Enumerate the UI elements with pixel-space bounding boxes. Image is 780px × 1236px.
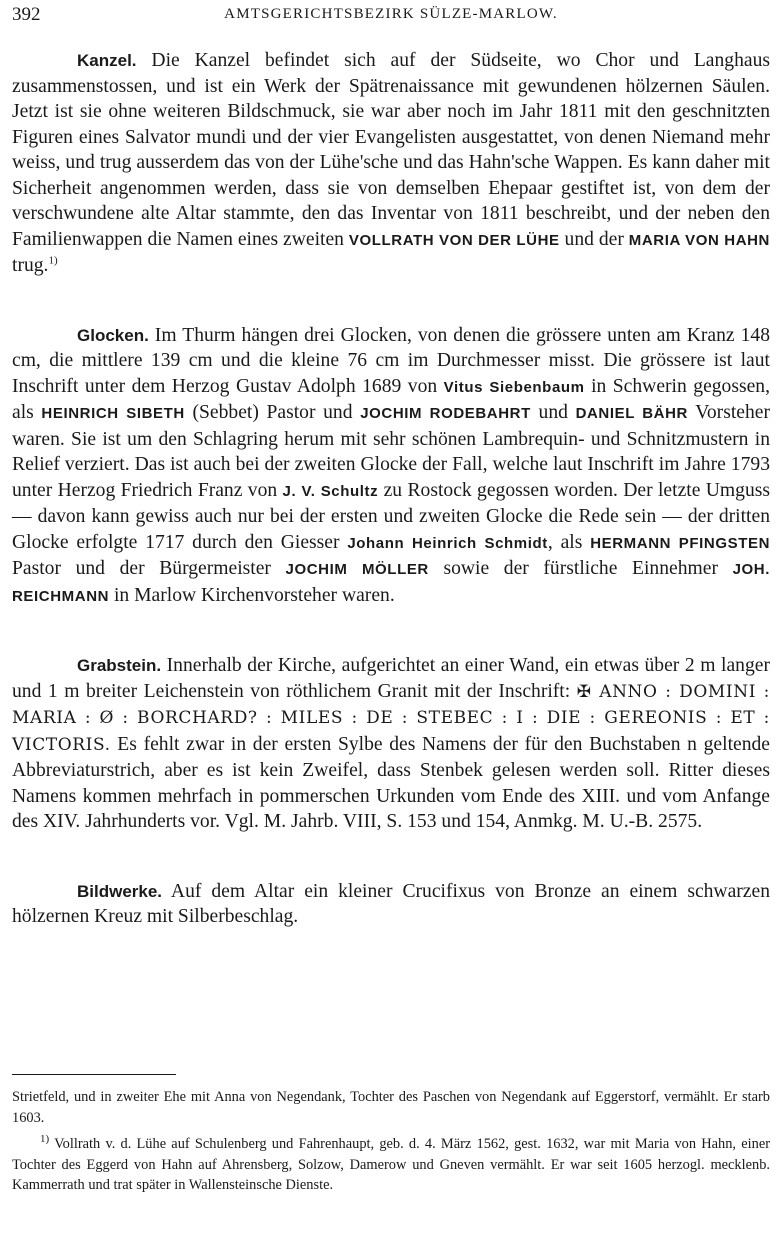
person-name: DANIEL BÄHR (575, 405, 688, 422)
person-name: JOCHIM RODEBAHRT (360, 405, 531, 422)
page-header (12, 4, 770, 30)
text-run: Auf dem Altar ein kleiner Crucifixus von Bronze an einem schwarzen hölzernen Kreuz mit Silberbeschlag. (12, 880, 770, 927)
footnote-continuation: Strietfeld, und in zweiter Ehe mit Anna von Negendank, Tochter des Paschen von Negendank auf Eggerstorf, vermählt. Er starb 1603. (12, 1089, 770, 1126)
person-name: MARIA VON HAHN (628, 231, 770, 249)
footnotes (12, 1087, 770, 1196)
footnote-ref: 1) (48, 254, 58, 267)
text-run: Innerhalb der Kirche, aufgerichtet an einer Wand, ein etwas über 2 m langer und 1 m breiter Leichenstein von röthlichem Granit mit der Inschrift: (12, 655, 770, 702)
text-run: Im Thurm hängen drei Glocken, von denen die grössere unten am Kranz 148 cm, die mittlere 139 cm und die kleine 76 cm im Durchmesser misst. Die grössere ist laut Inschrift unter dem Herzog Gustav Adolph 1689 von (12, 324, 770, 397)
text-run: Es fehlt zwar in der ersten Sylbe des Namens der für den Buchstaben n geltende Abbreviaturstrich, aber es ist kein Zweifel, dass Stenbek gelesen werden soll. Ritter dieses Namens kommen mehrfach in pommerschen Urkunden vom Ende des XIII. und vom Anfange des XIV. Jahrhunderts vor. Vgl. M. Jahrb. VIII, S. 153 und 154, Anmkg. M. U.-B. 2575. (12, 733, 770, 832)
person-name: Johann Heinrich Schmidt (347, 534, 548, 552)
footnote-marker: 1) (40, 1133, 50, 1146)
text-run: in Schwerin gegossen, als (12, 375, 771, 423)
footnote-rule (12, 1074, 176, 1075)
section-heading-glocken: Glocken. (77, 325, 149, 345)
text-run: trug. (12, 255, 49, 276)
running-title: AMTSGERICHTSBEZIRK SÜLZE-MARLOW. (224, 6, 558, 22)
text-run: sowie der fürstliche Einnehmer (428, 558, 733, 579)
paragraph-grabstein (12, 653, 770, 835)
text-run: , als (547, 531, 591, 553)
text-run: (Sebbet) Pastor und (184, 402, 361, 423)
section-heading-bildwerke: Bildwerke. (77, 881, 163, 901)
text-run: Vorsteher waren. Sie ist um den Schlagring herum mit sehr schönen Lambrequin- und Schnitzmustern in Relief verziert. Das ist auch bei der zweiten Glocke der Fall, welche laut Inschrift im Jahre 1793 unter Herzog Friedrich Franz von (12, 402, 770, 501)
person-name: JOCHIM MÖLLER (285, 561, 429, 578)
footnote-1 (12, 1134, 770, 1196)
section-heading-grabstein: Grabstein. (77, 656, 162, 675)
text-run: und (530, 402, 576, 423)
paragraph-bildwerke (12, 879, 770, 930)
page-number: 392 (12, 4, 41, 25)
text-run: zu Rostock gegossen worden. Der letzte Umguss — davon kann gewiss auch nur bei der ersten und zweiten Glocke die Rede sein — der dritten Glocke erfolgte 1717 durch den Giesser (12, 479, 770, 553)
text-run: Pastor und der Bürgermeister (12, 558, 286, 579)
person-name: HERMANN PFINGSTEN (590, 534, 771, 552)
paragraph-kanzel (12, 48, 770, 279)
person-name: J. V. Schultz (282, 482, 379, 500)
footnote-text: Vollrath v. d. Lühe auf Schulenberg und Fahrenhaupt, geb. d. 4. März 1562, gest. 1632, war mit Maria von Hahn, einer Tochter des Eggerd von Hahn auf Ahrensberg, Solzow, Damerow und Gneven vermählt. Er war seit 1605 herzogl. mecklenb. Kammerrath und trat später in Wallensteinsche Dienste. (12, 1136, 770, 1193)
text-run: Die Kanzel befindet sich auf der Südseite, wo Chor und Langhaus zusammenstossen, und ist ein Werk der Spätrenaissance mit gewundenen hölzernen Säulen. Jetzt ist sie ohne weiteren Bildschmuck, sie war aber noch im Jahr 1811 mit den geschnitzten Figuren eines Salvator mundi und der vier Evangelisten ausgestattet, von denen Niemand mehr weiss, und trug ausserdem das von der Lühe'sche und das Hahn'sche Wappen. Es kann daher mit Sicherheit angenommen werden, dass sie von demselben Ehepaar gestiftet ist, von dem der verschwundene alte Altar stammte, den das Inventar von 1811 beschreibt, und der neben den Familienwappen die Namen eines zweiten (12, 50, 770, 250)
person-name: JOH. REICHMANN (12, 561, 770, 605)
text-run: und der (559, 228, 629, 250)
text-run: in Marlow Kirchenvorsteher waren. (109, 584, 395, 606)
paragraph-glocken (12, 323, 770, 610)
section-heading-kanzel: Kanzel. (77, 51, 137, 70)
person-name: Vitus Siebenbaum (443, 378, 585, 396)
inscription-text: ✠ ANNO : DOMINI : MARIA : Ø : BORCHARD? : MILES : DE : STEBEC : I : DIE : GEREONIS : ET : VICTORIS. (12, 681, 770, 755)
body-text (12, 48, 770, 930)
person-name: HEINRICH SIBETH (41, 405, 185, 422)
person-name: VOLLRATH VON DER LÜHE (348, 231, 560, 249)
